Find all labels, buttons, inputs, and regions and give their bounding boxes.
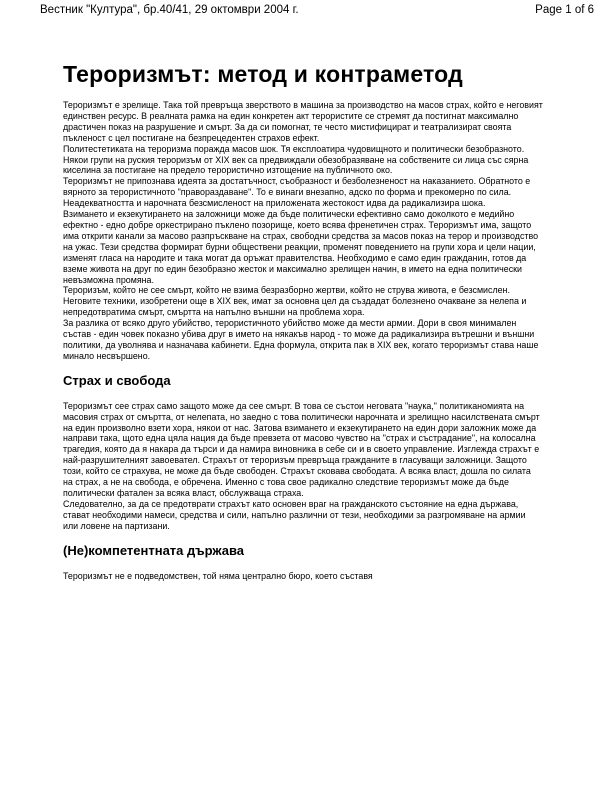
section-heading-fear-and-freedom: Страх и свобода [63, 372, 171, 388]
paragraph: Тероризмът е зрелище. Така той превръща зверството в машина за производство на масов страх, който е неговият единствен ресурс. В реалната рамка на един конкретен акт терористите се стремят да постигнат максимално драстичен показ на разрушение и смърт. За да си помогнат, те често мистифицират и театрализират своята пъкленост с цел постигане на безпрецедентен страхов ефект. [63, 100, 543, 143]
paragraph: Взимането и екзекутирането на заложници може да бъде политически ефективно само доколкото е медийно ефектно - едно добре оркестрирано пъклено позорище, което всява френетичен страх. Тероризмът има, защото има открити канали за масово разпръскване на страх, свободни средства за масов показ на терор и производство на ужас. Тези средства формират бурни обществени реакции, променят поведението на групи хора и цели нации, изменят гласа на народите и така могат да оръжат правителства. Необходимо е само един гражданин, готов да вземе живота на друг по един безобразно жесток и максимално зрелищен начин, в името на една политически невъзможна промяна. [63, 209, 539, 285]
paragraph: За разлика от всяко друго убийство, терористичното убийство може да мести армии. Дори в своя минимален състав - един човек показно убива друг в името на някакъв народ - то може да радикализира вътрешни и външни политики, да уволнява и назначава кабинети. Една формула, открита пак в XIX век, когато тероризмът става наше минало несвършено. [63, 318, 539, 361]
paragraph: Политестетиката на тероризма поражда масов шок. Тя експлоатира чудовищното и политически безобразното. Някои групи на руския тероризъм от XIX век са предвиждали обезобразяване на собствените си лица със сярна киселина за постигане на предело терористично изтощение на публичното око. [63, 143, 529, 176]
paragraph: Тероризъм, който не сее смърт, който не взима безразборно жертви, който не струва живота, е безсмислен. Неговите техники, изобретени още в XIX век, имат за основна цел да създадат болезнено очакване за нелепа и непредотвратима смърт, смъртта на напълно външни на проблема хора. [63, 285, 527, 318]
paragraph: Следователно, за да се предотврати страхът като основен враг на гражданското състояние на една държава, стават необходими намеси, средства и сили, напълно различни от тези, необходими за разгромяване на армии или ловене на партизани. [63, 498, 526, 531]
article-title: Тероризмът: метод и контраметод [63, 61, 463, 87]
page-indicator: Page 1 of 6 [535, 4, 594, 16]
print-header [0, 0, 600, 18]
section-body-fear-and-freedom [63, 401, 543, 532]
publication-source: Вестник "Култура", бр.40/41, 29 октомври 2004 г. [40, 4, 299, 16]
paragraph: Тероризмът не припознава идеята за достатъчност, съобразност и безболезненост на наказанието. Обратното е вярното за терористичното "правораздаване". То е винаги внезапно, адско по форма и прекомерно по сила. Неадекватността и нарочната безсмисленост на приложената жестокост идва да радикализира шока. [63, 176, 531, 209]
paragraph: Тероризмът сее страх само защото може да сее смърт. В това се състои неговата "наука," политиканомията на масовия страх от смъртта, от нелепата, но заедно с това политически нарочната и зрелищно насилствената смърт на един произволно взети хора, някои от нас. Затова взимането и екзекутирането на един дори заложник може да направи така, щото една цяла нация да бъде превзета от масово чувство на "страх и състрадание", на колосална трагедия, която да я накара да търси и да намира виновника в себе си и в своето управление. Изглежда страхът е най-разрушителният завоевател. Страхът от тероризъм превръща гражданите в гласуващи заложници. Защото този, който се страхува, не може да бъде свободен. Страхът сковава свободата. А всяка власт, дошла по силата на страх, а не на свобода, е обречена. Именно с това свое радикално следствие тероризмът може да бъде политически фатален за всяка власт, обслужваща страха. [63, 400, 540, 498]
paragraph: Тероризмът не е подведомствен, той няма централно бюро, което съставя [63, 570, 373, 581]
section-heading-incompetent-state: (Не)компетентната държава [63, 542, 244, 558]
section-body-incompetent-state [63, 571, 543, 582]
intro-body [63, 100, 543, 362]
article [63, 60, 543, 582]
